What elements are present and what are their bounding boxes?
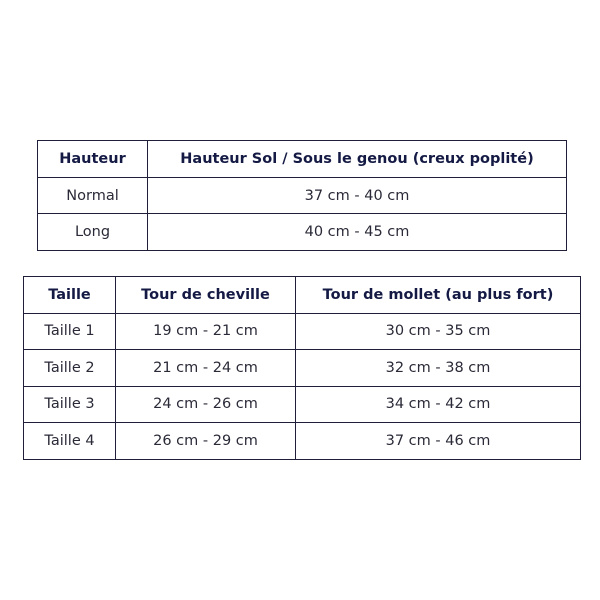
size-label-cell: Taille 4 [24, 423, 116, 460]
table-row [24, 386, 581, 423]
column-header-taille: Taille [24, 277, 116, 314]
calf-cell: 37 cm - 46 cm [296, 423, 581, 460]
height-table [37, 140, 567, 251]
table-row [24, 350, 581, 387]
table-row [24, 313, 581, 350]
size-label-cell: Taille 3 [24, 386, 116, 423]
table-row [38, 214, 567, 251]
height-label-cell: Normal [38, 177, 148, 214]
calf-cell: 30 cm - 35 cm [296, 313, 581, 350]
column-header-hauteur-sol: Hauteur Sol / Sous le genou (creux poplité) [148, 141, 567, 178]
column-header-tour-de-mollet: Tour de mollet (au plus fort) [296, 277, 581, 314]
calf-cell: 34 cm - 42 cm [296, 386, 581, 423]
column-header-tour-de-cheville: Tour de cheville [116, 277, 296, 314]
size-table [23, 276, 581, 460]
table-header-row [24, 277, 581, 314]
size-label-cell: Taille 1 [24, 313, 116, 350]
height-label-cell: Long [38, 214, 148, 251]
ankle-cell: 21 cm - 24 cm [116, 350, 296, 387]
ankle-cell: 24 cm - 26 cm [116, 386, 296, 423]
height-value-cell: 40 cm - 45 cm [148, 214, 567, 251]
calf-cell: 32 cm - 38 cm [296, 350, 581, 387]
ankle-cell: 19 cm - 21 cm [116, 313, 296, 350]
table-row [38, 177, 567, 214]
table-header-row [38, 141, 567, 178]
height-value-cell: 37 cm - 40 cm [148, 177, 567, 214]
column-header-hauteur: Hauteur [38, 141, 148, 178]
size-label-cell: Taille 2 [24, 350, 116, 387]
ankle-cell: 26 cm - 29 cm [116, 423, 296, 460]
table-row [24, 423, 581, 460]
